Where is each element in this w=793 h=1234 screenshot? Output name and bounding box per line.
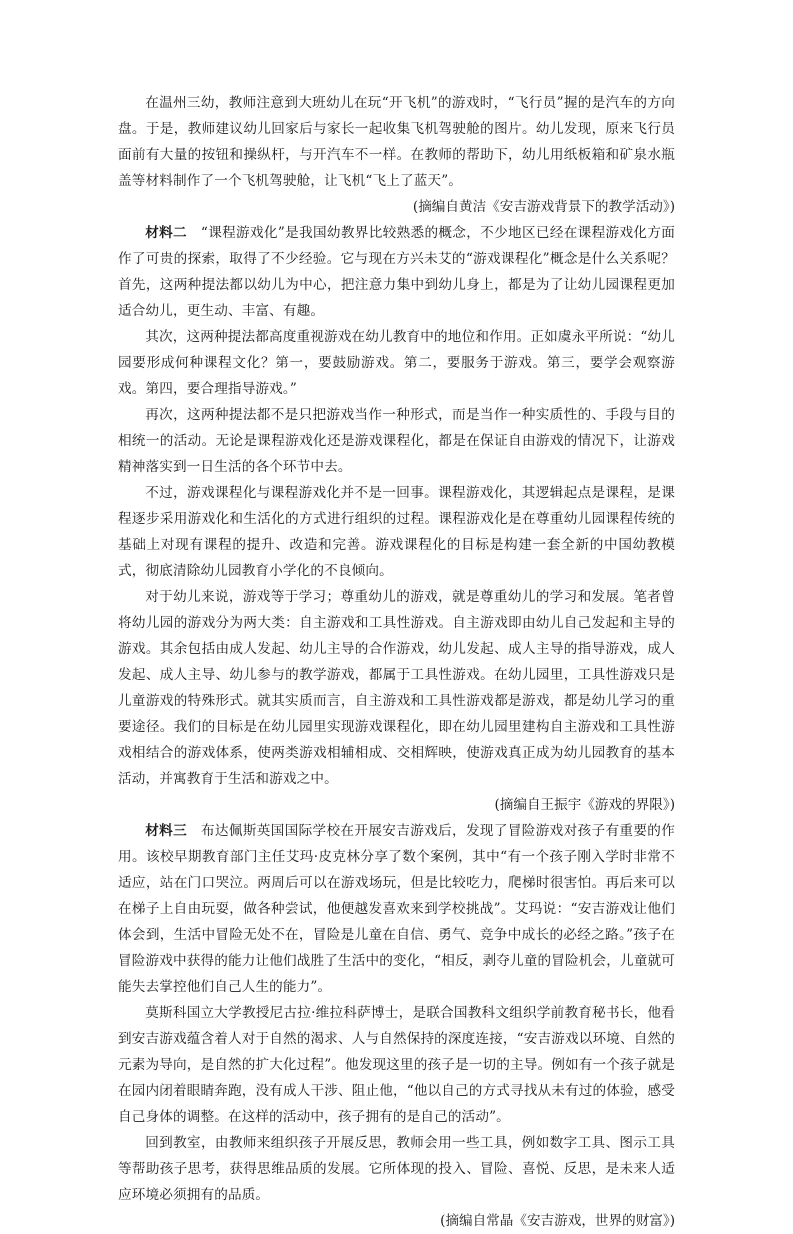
paragraph-3: 其次，这两种提法都高度重视游戏在幼儿教育中的地位和作用。正如虞永平所说：“幼儿园要形成何种课程文化？第一，要鼓励游戏。第二，要服务于游戏。第三，要学会观察游戏。第四，要合理指导游戏。” [118, 329, 675, 397]
material-label-2: 材料二 [145, 225, 187, 241]
paragraph-6: 对于幼儿来说，游戏等于学习；尊重幼儿的游戏，就是尊重幼儿的学习和发展。笔者曾将幼儿园的游戏分为两大类：自主游戏和工具性游戏。自主游戏即由幼儿自己发起和主导的游戏。其余包括由成人发起、幼儿主导的合作游戏，幼儿发起、成人主导的指导游戏，成人发起、成人主导、幼儿参与的教学游戏，都属于工具性游戏。在幼儿园里，工具性游戏只是儿童游戏的特殊形式。就其实质而言，自主游戏和工具性游戏都是游戏，都是幼儿学习的重要途径。我们的目标是在幼儿园里实现游戏课程化，即在幼儿园里建构自主游戏和工具性游戏相结合的游戏体系，使两类游戏相辅相成、交相辉映，使游戏真正成为幼儿园教育的基本活动，并寓教育于生活和游戏之中。 [118, 589, 675, 787]
paragraph-1: 在温州三幼，教师注意到大班幼儿在玩“开飞机”的游戏时，“飞行员”握的是汽车的方向盘。于是，教师建议幼儿回家后与家长一起收集飞机驾驶舱的图片。幼儿发现，原来飞行员面前有大量的按钮和操纵杆，与开汽车不一样。在教师的帮助下，幼儿用纸板箱和矿泉水瓶盖等材料制作了一个飞机驾驶舱，让飞机“飞上了蓝天”。 [118, 95, 675, 189]
source-citation-1: (摘编自黄洁《安吉游戏背景下的教学活动》) [412, 199, 675, 215]
paragraph-4: 再次，这两种提法都不是只把游戏当作一种形式，而是当作一种实质性的、手段与目的相统一的活动。无论是课程游戏化还是游戏课程化，都是在保证自由游戏的情况下，让游戏精神落实到一日生活的各个环节中去。 [118, 407, 675, 475]
paragraph-9: 莫斯科国立大学教授尼古拉·维拉科萨博士，是联合国教科文组织学前教育秘书长，他看到安吉游戏蕴含着人对于自然的渴求、人与自然保持的深度连接，“安吉游戏以环境、自然的元素为导向，是自然的扩大化过程”。他发现这里的孩子是一切的主导。例如有一个孩子就是在园内闭着眼睛奔跑，没有成人干涉、阻止他，“他以自己的方式寻找从未有过的体验，感受自己身体的调整。在这样的活动中，孩子拥有的是自己的活动”。 [118, 1005, 675, 1125]
material-label-3: 材料三 [145, 823, 188, 839]
paragraph-5: 不过，游戏课程化与课程游戏化并不是一回事。课程游戏化，其逻辑起点是课程，是课程逐步采用游戏化和生活化的方式进行组织的过程。课程游戏化是在尊重幼儿园课程传统的基础上对现有课程的提升、改造和完善。游戏课程化的目标是构建一套全新的中国幼教模式，彻底清除幼儿园教育小学化的不良倾向。 [118, 485, 675, 579]
paragraph-material-2: 材料二 “课程游戏化”是我国幼教界比较熟悉的概念，不少地区已经在课程游戏化方面作了可贵的探索，取得了不少经验。它与现在方兴未艾的“游戏课程化”概念是什么关系呢？首先，这两种提法都以幼儿为中心，把注意力集中到幼儿身上，都是为了让幼儿园课程更加适合幼儿，更生动、丰富、有趣。 [118, 225, 676, 319]
source-citation-3: (摘编自常晶《安吉游戏，世界的财富》) [440, 1213, 675, 1229]
source-citation-2: (摘编自王振宇《游戏的界限》) [494, 797, 675, 813]
paragraph-material-3: 材料三 布达佩斯英国国际学校在开展安吉游戏后，发现了冒险游戏对孩子有重要的作用。该校早期教育部门主任艾玛·皮克林分享了数个案例，其中“有一个孩子刚入学时非常不适应，站在门口哭泣。两周后可以在游戏场玩，但是比较吃力，爬梯时很害怕。再后来可以在梯子上自由玩耍，做各种尝试，他便越发喜欢来到学校挑战”。艾玛说：“安吉游戏让他们体会到，生活中冒险无处不在，冒险是儿童在自信、勇气、竞争中成长的必经之路。”孩子在冒险游戏中获得的能力让他们战胜了生活中的变化，“相反，剥夺儿童的冒险机会，儿童就可能失去掌控他们自己人生的能力”。 [118, 823, 675, 995]
paragraph-10: 回到教室，由教师来组织孩子开展反思，教师会用一些工具，例如数字工具、图示工具等帮助孩子思考，获得思维品质的发展。它所体现的投入、冒险、喜悦、反思，是未来人适应环境必须拥有的品质。 [118, 1135, 675, 1203]
